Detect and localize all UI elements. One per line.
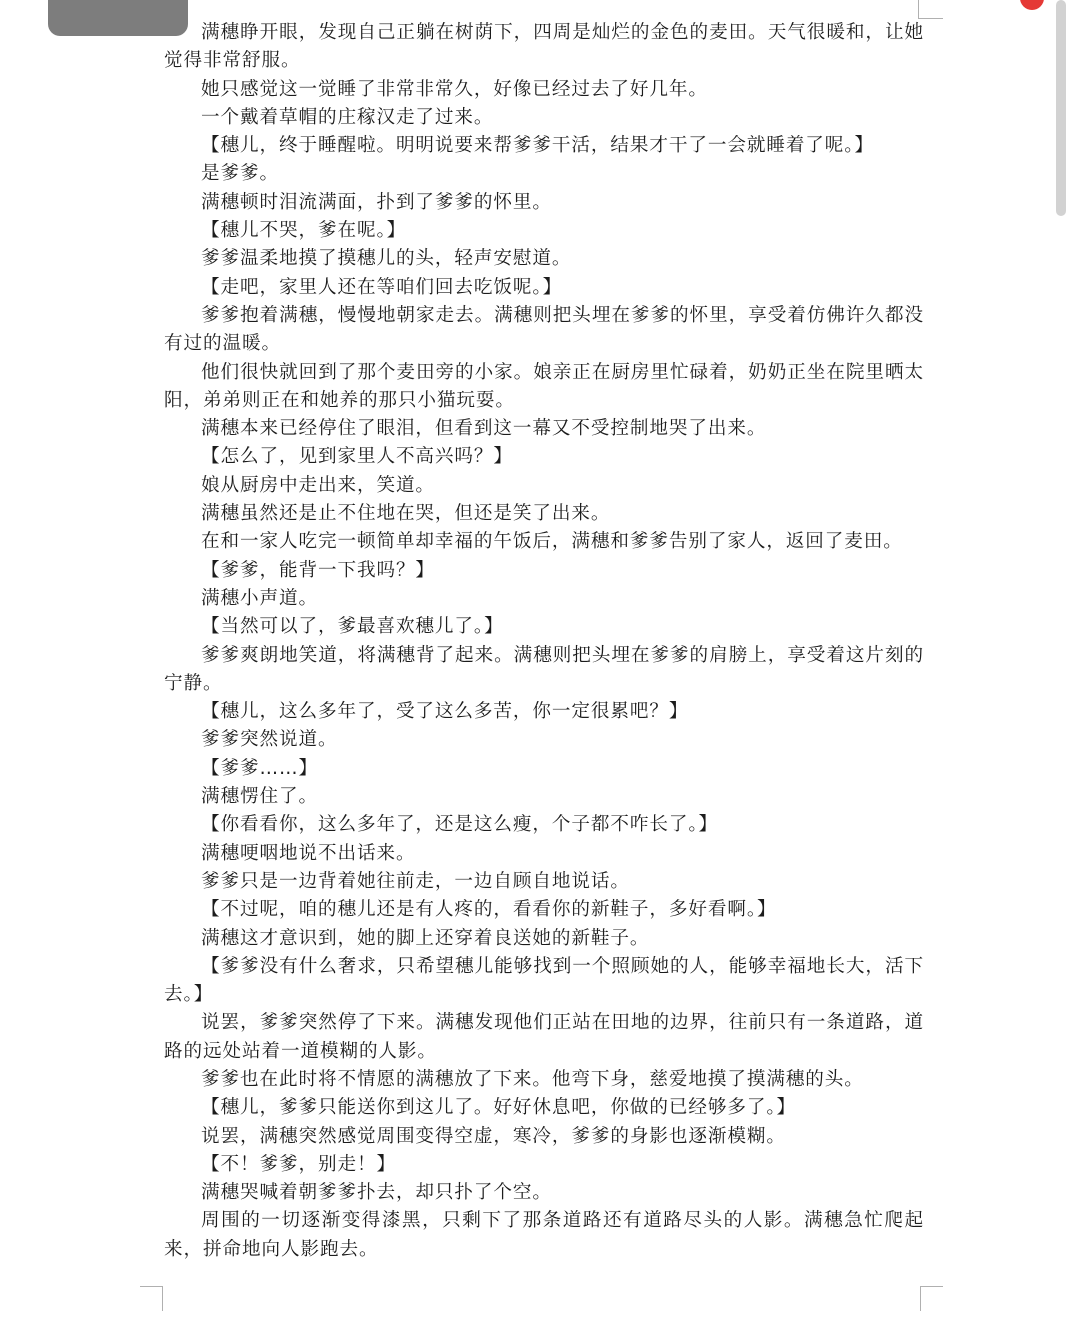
paragraph: 【穗儿，这么多年了，受了这么多苦，你一定很累吧？】 — [201, 701, 689, 723]
paragraph: 在和一家人吃完一顿简单却幸福的午饭后，满穗和爹爹告别了家人，返回了麦田。 — [201, 531, 903, 553]
paragraph: 爹爹爽朗地笑道，将满穗背了起来。满穗则把头埋在爹爹的肩膀上，享受着这片刻的宁静。 — [164, 644, 924, 694]
paragraph: 满穗哭喊着朝爹爹扑去，却只扑了个空。 — [201, 1182, 552, 1204]
crop-mark-bottom-right — [920, 1286, 943, 1311]
paragraph: 一个戴着草帽的庄稼汉走了过来。 — [201, 106, 494, 128]
paragraph: 【不过呢，咱的穗儿还是有人疼的，看看你的新鞋子，多好看啊。】 — [201, 899, 777, 921]
paragraph: 满穗虽然还是止不住地在哭，但还是笑了出来。 — [201, 503, 611, 525]
paragraph: 【不！爹爹，别走！】 — [201, 1153, 396, 1175]
paragraph: 【爹爹，能背一下我吗？】 — [201, 559, 435, 581]
paragraph: 娘从厨房中走出来，笑道。 — [201, 474, 435, 496]
paragraph: 满穗顿时泪流满面，扑到了爹爹的怀里。 — [201, 191, 552, 213]
paragraph: 【穗儿不哭，爹在呢。】 — [201, 220, 407, 242]
scrollbar[interactable] — [1056, 0, 1066, 216]
paragraph: 【穗儿，终于睡醒啦。明明说要来帮爹爹干活，结果才干了一会就睡着了呢。】 — [201, 135, 874, 157]
paragraph: 【爹爹……】 — [201, 757, 318, 779]
paragraph: 爹爹也在此时将不情愿的满穗放了下来。他弯下身，慈爱地摸了摸满穗的头。 — [201, 1068, 864, 1090]
paragraph: 【爹爹没有什么奢求，只希望穗儿能够找到一个照顾她的人，能够幸福地长大，活下去。】 — [164, 955, 924, 1006]
paragraph: 爹爹突然说道。 — [201, 729, 338, 751]
paragraph: 满穗睁开眼，发现自己正躺在树荫下，四周是灿烂的金色的麦田。天气很暖和，让她觉得非常舒服。 — [164, 22, 924, 72]
crop-mark-bottom-left — [140, 1286, 163, 1311]
paragraph: 满穗愣住了。 — [201, 786, 318, 808]
paragraph: 满穗哽咽地说不出话来。 — [201, 842, 416, 864]
paragraph: 满穗小声道。 — [201, 587, 318, 609]
paragraph: 爹爹温柔地摸了摸穗儿的头，轻声安慰道。 — [201, 248, 572, 270]
paragraph: 满穗这才意识到，她的脚上还穿着良送她的新鞋子。 — [201, 927, 650, 949]
document-body — [164, 19, 924, 1264]
paragraph: 说罢，爹爹突然停了下来。满穗发现他们正站在田地的边界，往前只有一条道路，道路的远处站着一道模糊的人影。 — [164, 1012, 924, 1062]
paragraph: 【怎么了，见到家里人不高兴吗？】 — [201, 446, 513, 468]
crop-mark-top-right — [918, 0, 943, 19]
paragraph: 【你看看你，这么多年了，还是这么瘦，个子都不咋长了。】 — [201, 814, 719, 836]
paragraph: 满穗本来已经停住了眼泪，但看到这一幕又不受控制地哭了出来。 — [201, 418, 767, 440]
paragraph: 【当然可以了，爹最喜欢穗儿了。】 — [201, 616, 504, 638]
paragraph: 爹爹只是一边背着她往前走，一边自顾自地说话。 — [201, 870, 630, 892]
paragraph: 他们很快就回到了那个麦田旁的小家。娘亲正在厨房里忙碌着，奶奶正坐在院里晒太阳，弟弟则正在和她养的那只小猫玩耍。 — [164, 361, 924, 411]
paragraph: 她只感觉这一觉睡了非常非常久，好像已经过去了好几年。 — [201, 78, 708, 100]
paragraph: 说罢，满穗突然感觉周围变得空虚，寒冷，爹爹的身影也逐渐模糊。 — [201, 1125, 786, 1147]
paragraph: 爹爹抱着满穗，慢慢地朝家走去。满穗则把头埋在爹爹的怀里，享受着仿佛许久都没有过的温暖。 — [164, 304, 924, 355]
paragraph: 周围的一切逐渐变得漆黑，只剩下了那条道路还有道路尽头的人影。满穗急忙爬起来，拼命地向人影跑去。 — [164, 1210, 924, 1260]
paragraph: 【穗儿，爹爹只能送你到这儿了。好好休息吧，你做的已经够多了。】 — [201, 1097, 797, 1119]
paragraph: 是爹爹。 — [201, 163, 279, 185]
notification-dot — [1020, 0, 1044, 10]
paragraph: 【走吧，家里人还在等咱们回去吃饭呢。】 — [201, 276, 563, 298]
